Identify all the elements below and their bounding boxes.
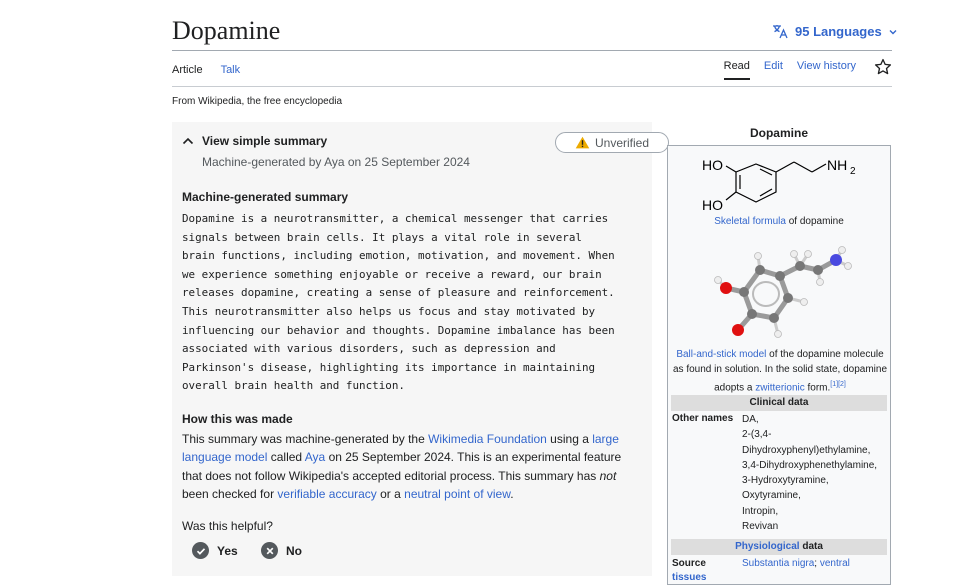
summary-line: brain functions, including emotion, motivation, and movement. When bbox=[182, 249, 615, 263]
skeletal-formula-link[interactable]: Skeletal formula bbox=[714, 216, 786, 227]
source-label: Source bbox=[672, 558, 706, 569]
tab-edit[interactable]: Edit bbox=[763, 60, 783, 72]
unverified-badge bbox=[555, 132, 669, 153]
watch-star-icon[interactable] bbox=[874, 58, 892, 76]
summary-byline: Machine-generated by Aya on 25 September 2024 bbox=[202, 155, 470, 169]
summary-line: we experience something enjoyable or receive a reward, our brain bbox=[182, 267, 602, 281]
skeletal-caption-text: of dopamine bbox=[785, 216, 844, 227]
physiological-link[interactable]: Physiological bbox=[735, 541, 800, 552]
how-text: This summary was machine-generated by the bbox=[182, 432, 429, 446]
simple-summary-panel bbox=[172, 122, 652, 576]
ball-stick-caption-text: form. bbox=[804, 382, 831, 394]
yes-label: Yes bbox=[217, 543, 238, 558]
tab-talk[interactable]: Talk bbox=[220, 64, 241, 76]
infobox-caption: Dopamine bbox=[749, 126, 808, 140]
page-title: Dopamine bbox=[172, 16, 281, 45]
languages-button[interactable] bbox=[772, 24, 898, 39]
ball-and-stick-image[interactable] bbox=[708, 234, 858, 344]
skeletal-formula-image[interactable] bbox=[698, 150, 868, 216]
languages-label: 95 Languages bbox=[795, 24, 882, 39]
summary-line: signals between brain cells. It plays a vital role in several bbox=[182, 230, 582, 244]
ho-top-label: HO bbox=[702, 157, 723, 173]
yes-button[interactable] bbox=[192, 542, 238, 559]
tab-article[interactable]: Article bbox=[172, 64, 203, 76]
source-separator: ; bbox=[814, 558, 820, 569]
ball-and-stick-link[interactable]: Ball-and-stick model bbox=[676, 349, 767, 360]
other-name: 3-Hydroxytyramine, bbox=[742, 475, 829, 487]
chevron-up-icon bbox=[182, 136, 194, 146]
infobox bbox=[667, 145, 891, 585]
chevron-down-icon bbox=[888, 27, 898, 37]
how-text: using a bbox=[546, 432, 593, 446]
namespace-tabs bbox=[172, 64, 240, 84]
how-text: or a bbox=[376, 486, 405, 501]
npov-link[interactable]: neutral point of view bbox=[404, 486, 511, 501]
summary-line: overall brain health and function. bbox=[182, 379, 405, 393]
llm-link[interactable]: large language model bbox=[182, 432, 619, 465]
view-tabs bbox=[724, 60, 892, 80]
source-tissues-value bbox=[742, 557, 850, 571]
summary-line: influencing our behavior and thoughts. Dopamine imbalance has been bbox=[182, 323, 615, 337]
check-icon bbox=[192, 542, 209, 559]
how-text: been checked for bbox=[182, 486, 278, 501]
no-label: No bbox=[286, 543, 302, 558]
summary-line: associated with various disorders, such as depression and bbox=[182, 342, 556, 356]
other-name: DA, bbox=[742, 414, 759, 425]
other-names-list bbox=[742, 412, 877, 534]
wikimedia-foundation-link[interactable]: Wikimedia Foundation bbox=[428, 432, 547, 446]
helpful-question: Was this helpful? bbox=[182, 519, 273, 533]
how-text: called bbox=[267, 450, 305, 465]
translate-icon bbox=[772, 24, 789, 39]
badge-label: Unverified bbox=[594, 135, 650, 150]
other-names-label: Other names bbox=[672, 413, 734, 424]
how-text: on 25 September 2024. This is an experimental feature that does not follow Wikipedia's accepted editorial process. This summary has bbox=[182, 450, 622, 483]
other-name: Revivan bbox=[742, 521, 779, 533]
summary-text bbox=[182, 210, 650, 396]
tissues-link[interactable]: tissues bbox=[672, 572, 707, 583]
ho-bottom-label: HO bbox=[702, 197, 723, 213]
tab-read[interactable]: Read bbox=[724, 60, 750, 80]
other-name: Intropin, bbox=[742, 505, 779, 517]
reference-links[interactable]: [1][2] bbox=[830, 381, 846, 388]
how-made-title: How this was made bbox=[182, 412, 293, 426]
title-divider bbox=[172, 50, 892, 51]
nh2-label: NH bbox=[827, 157, 848, 173]
zwitterionic-link[interactable]: zwitterionic bbox=[755, 382, 805, 394]
emphasis-not: not bbox=[599, 468, 617, 483]
physiological-header-text: data bbox=[799, 541, 823, 552]
close-icon bbox=[261, 542, 278, 559]
summary-line: releases dopamine, creating a sense of pleasure and reinforcement. bbox=[182, 286, 615, 300]
physiological-data-header bbox=[671, 539, 887, 555]
tabs-divider bbox=[172, 86, 892, 87]
how-made-text bbox=[182, 430, 642, 503]
summary-line: Parkinson's disease, highlighting its importance in maintaining bbox=[182, 360, 596, 374]
ball-stick-caption-text: of the dopamine molecule as found in solution. In the solid state, dopamine adopts a bbox=[672, 349, 888, 394]
ventral-link[interactable]: ventral bbox=[819, 558, 850, 569]
summary-toggle[interactable] bbox=[182, 134, 327, 148]
summary-line: Dopamine is a neurotransmitter, a chemical messenger that carries bbox=[182, 212, 609, 225]
summary-line: This neurotransmitter also helps us focus and stay motivated by bbox=[182, 304, 596, 318]
tab-view-history[interactable]: View history bbox=[796, 60, 856, 72]
other-name: 3,4-Dihydroxyphenethylamine, bbox=[742, 459, 878, 471]
substantia-nigra-link[interactable]: Substantia nigra bbox=[742, 558, 815, 569]
summary-section-title: Machine-generated summary bbox=[182, 190, 349, 204]
how-text: . bbox=[510, 486, 514, 501]
summary-toggle-label: View simple summary bbox=[202, 134, 328, 148]
other-name: Dihydroxyphenyl)ethylamine, bbox=[742, 444, 871, 456]
warning-icon bbox=[575, 136, 590, 149]
verifiability-link[interactable]: verifiable accuracy bbox=[277, 486, 377, 501]
no-button[interactable] bbox=[261, 542, 302, 559]
nh2-subscript: 2 bbox=[850, 166, 856, 177]
ball-stick-caption bbox=[672, 347, 888, 395]
skeletal-caption bbox=[668, 216, 890, 227]
clinical-data-header: Clinical data bbox=[671, 395, 887, 411]
source-tissues-label bbox=[672, 557, 706, 585]
other-name: 2-(3,4- bbox=[742, 429, 772, 441]
other-name: Oxytyramine, bbox=[742, 490, 801, 502]
site-subtitle: From Wikipedia, the free encyclopedia bbox=[172, 96, 343, 107]
aya-link[interactable]: Aya bbox=[304, 450, 326, 465]
